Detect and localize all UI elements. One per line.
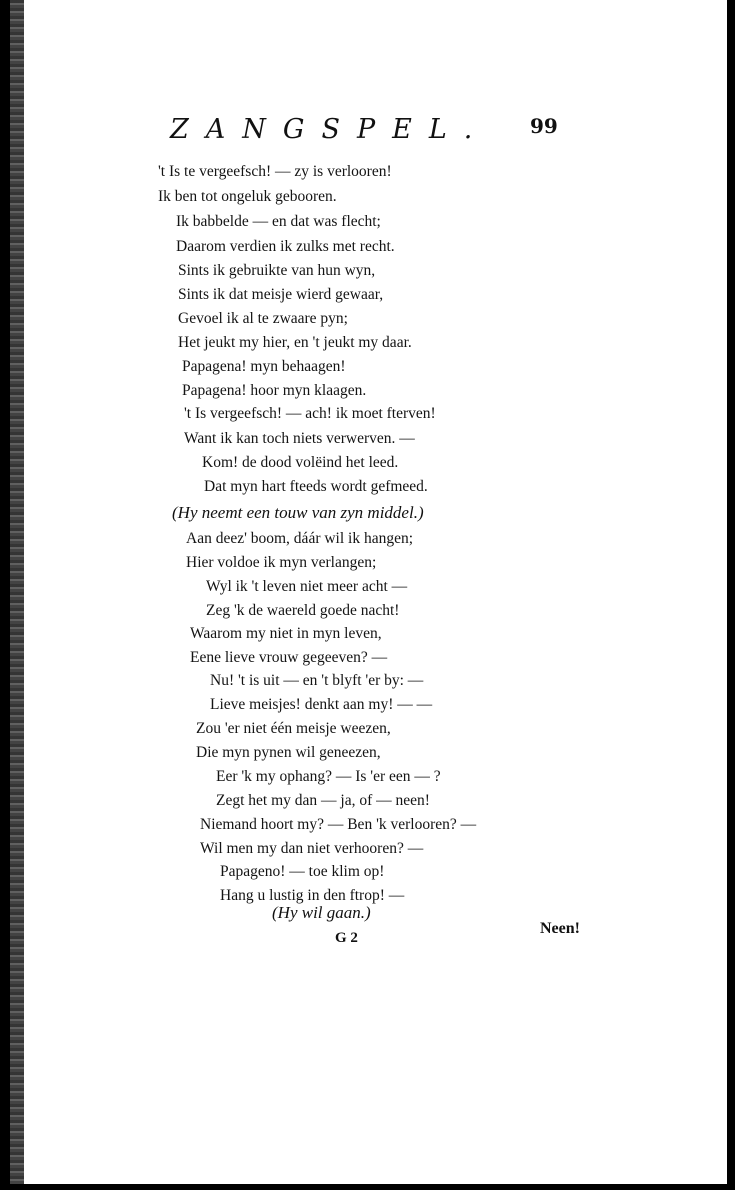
signature-mark: G 2	[335, 930, 358, 946]
verse-line: Papagena! myn behaagen!	[182, 358, 346, 375]
verse-line: 't Is vergeefsch! — ach! ik moet fterven!	[184, 405, 436, 422]
running-title: ZANGSPEL.	[170, 114, 490, 145]
book-page	[10, 0, 727, 1190]
verse-line: Waarom my niet in myn leven,	[190, 625, 382, 642]
verse-line: 't Is te vergeefsch! — zy is verlooren!	[158, 163, 392, 180]
verse-line: Sints ik dat meisje wierd gewaar,	[178, 286, 384, 303]
verse-line: Papagena! hoor myn klaagen.	[182, 382, 367, 399]
verse-line: Het jeukt my hier, en 't jeukt my daar.	[178, 334, 412, 351]
verse-line: Eene lieve vrouw gegeeven? —	[190, 649, 388, 666]
page-right-edge	[727, 0, 735, 1190]
verse-line: Zou 'er niet één meisje weezen,	[196, 720, 391, 737]
catchword: Neen!	[540, 920, 580, 937]
verse-line: Nu! 't is uit — en 't blyft 'er by: —	[210, 672, 424, 689]
page-left-edge	[10, 0, 24, 1190]
verse-line: Lieve meisjes! denkt aan my! — —	[210, 696, 433, 713]
verse-line: Ik babbelde — en dat was flecht;	[176, 213, 381, 230]
verse-line: Papageno! — toe klim op!	[220, 863, 385, 880]
verse-line: Sints ik gebruikte van hun wyn,	[178, 262, 376, 279]
verse-line: Hang u lustig in den ftrop! —	[220, 887, 405, 904]
page-bottom-edge	[10, 1184, 735, 1190]
stage-direction: (Hy neemt een touw van zyn middel.)	[172, 503, 424, 522]
verse-line: Want ik kan toch niets verwerven. —	[184, 430, 415, 447]
verse-line: Hier voldoe ik myn verlangen;	[186, 554, 377, 571]
verse-line: Die myn pynen wil geneezen,	[196, 744, 381, 761]
stage-direction: (Hy wil gaan.)	[272, 903, 371, 922]
verse-line: Wil men my dan niet verhooren? —	[200, 840, 424, 857]
verse-line: Ik ben tot ongeluk gebooren.	[158, 188, 337, 205]
verse-line: Gevoel ik al te zwaare pyn;	[178, 310, 348, 327]
verse-line: Kom! de dood volëind het leed.	[202, 454, 399, 471]
page-header	[10, 108, 727, 148]
verse-line: Eer 'k my ophang? — Is 'er een — ?	[216, 768, 441, 785]
verse-line: Wyl ik 't leven niet meer acht —	[206, 578, 408, 595]
verse-line: Dat myn hart fteeds wordt gefmeed.	[204, 478, 428, 495]
verse-line: Zegt het my dan — ja, of — neen!	[216, 792, 430, 809]
page-number: 99	[530, 114, 558, 138]
verse-line: Zeg 'k de waereld goede nacht!	[206, 602, 400, 619]
verse-line: Daarom verdien ik zulks met recht.	[176, 238, 395, 255]
verse-line: Niemand hoort my? — Ben 'k verlooren? —	[200, 816, 477, 833]
verse-line: Aan deez' boom, dáár wil ik hangen;	[186, 530, 414, 547]
